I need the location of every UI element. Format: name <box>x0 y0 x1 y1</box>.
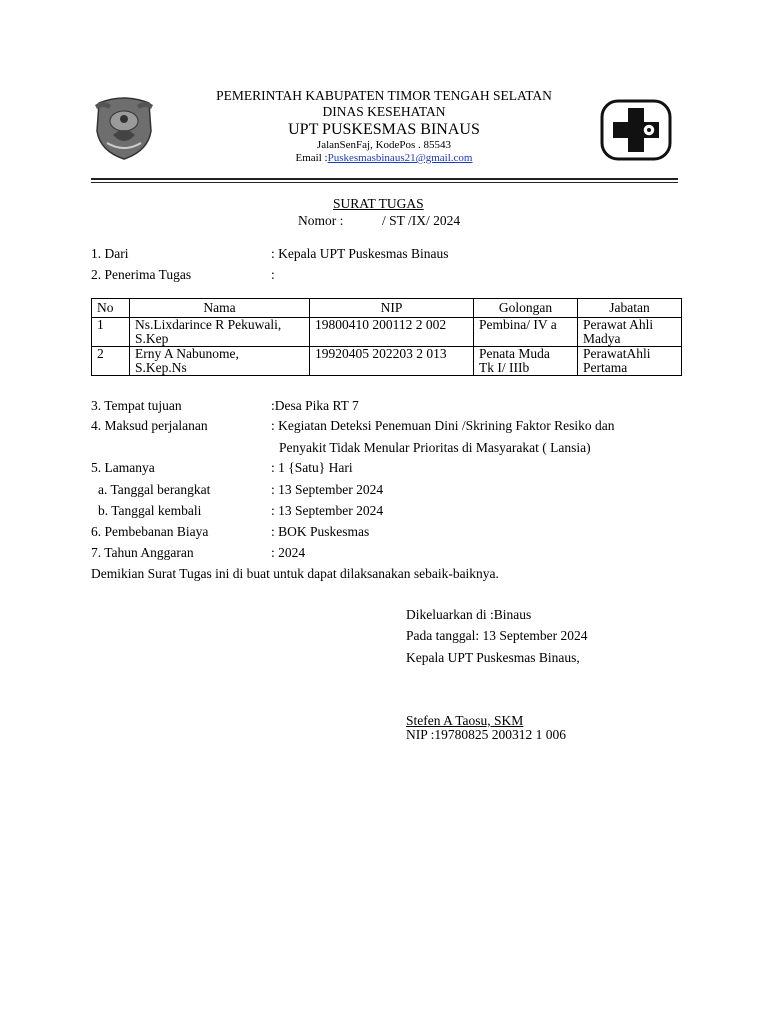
signer-nip: NIP :19780825 200312 1 006 <box>406 727 567 742</box>
cell-nama <box>130 318 310 347</box>
cell-golongan-line1: Penata Muda <box>479 346 550 361</box>
header-divider-thick <box>91 178 678 180</box>
cell-nama-line1: Ns.Lixdarince R Pekuwali, <box>135 317 282 332</box>
issued-at: Dikeluarkan di :Binaus <box>406 607 532 622</box>
email-label: Email : <box>295 152 328 164</box>
signer-name: Stefen A Taosu, SKM <box>406 713 524 728</box>
field-value-duration: : 1 {Satu} Hari <box>271 460 353 475</box>
field-label-funding: 6. Pembebanan Biaya <box>91 524 209 539</box>
letter-number-label: Nomor : <box>298 213 344 228</box>
cell-jabatan-line2: Pertama <box>583 360 628 375</box>
header-department: DINAS KESEHATAN <box>322 104 446 119</box>
field-value-budget-year: : 2024 <box>271 545 306 560</box>
letter-number-value: / ST /IX/ 2024 <box>382 213 461 228</box>
cell-nama-line1: Erny A Nabunome, <box>135 346 239 361</box>
field-label-destination: 3. Tempat tujuan <box>91 398 182 413</box>
field-label-duration: 5. Lamanya <box>91 460 155 475</box>
cell-golongan <box>474 318 578 347</box>
field-value-purpose: : Kegiatan Deteksi Penemuan Dini /Skrining Faktor Resiko dan <box>271 418 615 433</box>
field-label-recipient: 2. Penerima Tugas <box>91 267 192 282</box>
header-government: PEMERINTAH KABUPATEN TIMOR TENGAH SELATAN <box>216 88 552 103</box>
closing-statement: Demikian Surat Tugas ini di buat untuk dapat dilaksanakan sebaik-baiknya. <box>91 566 499 581</box>
header-address: JalanSenFaj, KodePos . 85543 <box>316 139 452 151</box>
header-title: UPT PUSKESMAS BINAUS <box>288 121 480 138</box>
col-header-jabatan: Jabatan <box>578 299 682 318</box>
cell-no: 1 <box>92 318 130 347</box>
field-value-recipient: : <box>271 267 275 282</box>
table-row <box>92 347 682 376</box>
field-value-return: : 13 September 2024 <box>271 503 384 518</box>
table-row <box>92 318 682 347</box>
field-label-budget-year: 7. Tahun Anggaran <box>91 545 194 560</box>
field-label-departure: a. Tanggal berangkat <box>98 482 211 497</box>
field-value-destination: :Desa Pika RT 7 <box>271 398 359 413</box>
cell-golongan-line2: Tk I/ IIIb <box>479 360 530 375</box>
cell-jabatan-line1: PerawatAhli <box>583 346 651 361</box>
col-header-golongan: Golongan <box>474 299 578 318</box>
col-header-nama: Nama <box>130 299 310 318</box>
cell-golongan <box>474 347 578 376</box>
field-value-funding: : BOK Puskesmas <box>271 524 370 539</box>
field-label-from: 1. Dari <box>91 246 129 261</box>
field-label-return: b. Tanggal kembali <box>98 503 202 518</box>
header-email-line <box>0 152 768 164</box>
cell-jabatan-line1: Perawat Ahli <box>583 317 654 332</box>
cell-nama-line2: S.Kep.Ns <box>135 360 187 375</box>
staff-table <box>91 298 682 376</box>
cell-golongan-line1: Pembina/ IV a <box>479 317 557 332</box>
col-header-nip: NIP <box>310 299 474 318</box>
cell-jabatan <box>578 318 682 347</box>
cell-no: 2 <box>92 347 130 376</box>
cell-nama-line2: S.Kep <box>135 331 169 346</box>
col-header-no: No <box>92 299 130 318</box>
field-value-purpose-line2: Penyakit Tidak Menular Prioritas di Masyarakat ( Lansia) <box>279 440 591 455</box>
cell-jabatan <box>578 347 682 376</box>
email-link[interactable]: Puskesmasbinaus21@gmail.com <box>327 152 473 164</box>
cell-nama <box>130 347 310 376</box>
field-label-purpose: 4. Maksud perjalanan <box>91 418 208 433</box>
cell-nip: 19800410 200112 2 002 <box>310 318 474 347</box>
signer-position: Kepala UPT Puskesmas Binaus, <box>406 650 580 665</box>
cell-jabatan-line2: Madya <box>583 331 621 346</box>
field-value-from: : Kepala UPT Puskesmas Binaus <box>271 246 449 261</box>
issued-date: Pada tanggal: 13 September 2024 <box>406 628 588 643</box>
letter-title: SURAT TUGAS <box>333 196 424 211</box>
field-value-departure: : 13 September 2024 <box>271 482 384 497</box>
table-header-row <box>92 299 682 318</box>
cell-nip: 19920405 202203 2 013 <box>310 347 474 376</box>
header-divider-thin <box>91 182 678 183</box>
